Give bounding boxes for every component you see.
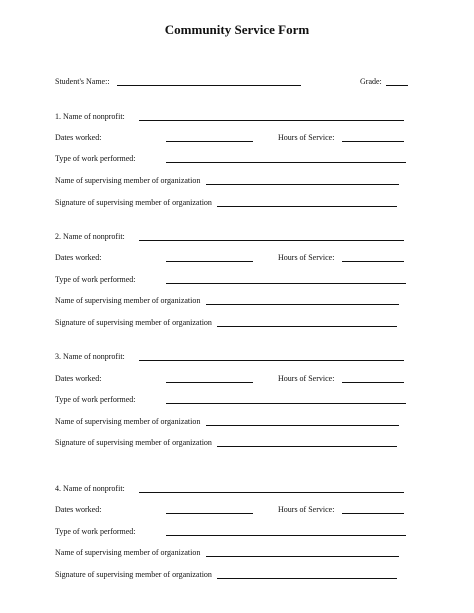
- dates-worked-label: Dates worked:: [55, 374, 102, 383]
- dates-worked-field[interactable]: [166, 141, 253, 142]
- work-performed-field[interactable]: [166, 162, 406, 163]
- hours-of-service-field[interactable]: [342, 382, 404, 383]
- supervisor-name-label: Name of supervising member of organization: [55, 296, 201, 305]
- supervisor-signature-field[interactable]: [217, 326, 397, 327]
- nonprofit-field[interactable]: [139, 360, 404, 361]
- grade-field[interactable]: [386, 85, 408, 86]
- nonprofit-field[interactable]: [139, 492, 404, 493]
- student-name-label: Student's Name::: [55, 77, 110, 86]
- dates-worked-label: Dates worked:: [55, 505, 102, 514]
- supervisor-signature-label: Signature of supervising member of organization: [55, 438, 212, 447]
- nonprofit-field[interactable]: [139, 240, 404, 241]
- work-performed-label: Type of work performed:: [55, 275, 136, 284]
- work-performed-field[interactable]: [166, 403, 406, 404]
- work-performed-field[interactable]: [166, 535, 406, 536]
- dates-worked-label: Dates worked:: [55, 133, 102, 142]
- hours-of-service-label: Hours of Service:: [278, 133, 335, 142]
- hours-of-service-field[interactable]: [342, 141, 404, 142]
- student-name-field[interactable]: [117, 85, 301, 86]
- supervisor-signature-field[interactable]: [217, 446, 397, 447]
- supervisor-name-field[interactable]: [206, 184, 399, 185]
- dates-worked-field[interactable]: [166, 261, 253, 262]
- form-title: Community Service Form: [164, 22, 310, 37]
- hours-of-service-field[interactable]: [342, 261, 404, 262]
- nonprofit-label: 2. Name of nonprofit:: [55, 232, 125, 241]
- hours-of-service-label: Hours of Service:: [278, 374, 335, 383]
- supervisor-name-label: Name of supervising member of organization: [55, 417, 201, 426]
- hours-of-service-field[interactable]: [342, 513, 404, 514]
- supervisor-signature-label: Signature of supervising member of organization: [55, 570, 212, 579]
- hours-of-service-label: Hours of Service:: [278, 253, 335, 262]
- supervisor-name-field[interactable]: [206, 304, 399, 305]
- work-performed-label: Type of work performed:: [55, 395, 136, 404]
- work-performed-label: Type of work performed:: [55, 527, 136, 536]
- supervisor-signature-field[interactable]: [217, 206, 397, 207]
- nonprofit-label: 1. Name of nonprofit:: [55, 112, 125, 121]
- hours-of-service-label: Hours of Service:: [278, 505, 335, 514]
- work-performed-label: Type of work performed:: [55, 154, 136, 163]
- supervisor-signature-label: Signature of supervising member of organization: [55, 318, 212, 327]
- dates-worked-field[interactable]: [166, 513, 253, 514]
- nonprofit-label: 3. Name of nonprofit:: [55, 352, 125, 361]
- grade-label: Grade:: [360, 77, 382, 86]
- dates-worked-field[interactable]: [166, 382, 253, 383]
- work-performed-field[interactable]: [166, 283, 406, 284]
- supervisor-signature-field[interactable]: [217, 578, 397, 579]
- dates-worked-label: Dates worked:: [55, 253, 102, 262]
- supervisor-name-field[interactable]: [206, 556, 399, 557]
- supervisor-name-label: Name of supervising member of organization: [55, 176, 201, 185]
- supervisor-signature-label: Signature of supervising member of organization: [55, 198, 212, 207]
- nonprofit-label: 4. Name of nonprofit:: [55, 484, 125, 493]
- nonprofit-field[interactable]: [139, 120, 404, 121]
- supervisor-name-field[interactable]: [206, 425, 399, 426]
- supervisor-name-label: Name of supervising member of organization: [55, 548, 201, 557]
